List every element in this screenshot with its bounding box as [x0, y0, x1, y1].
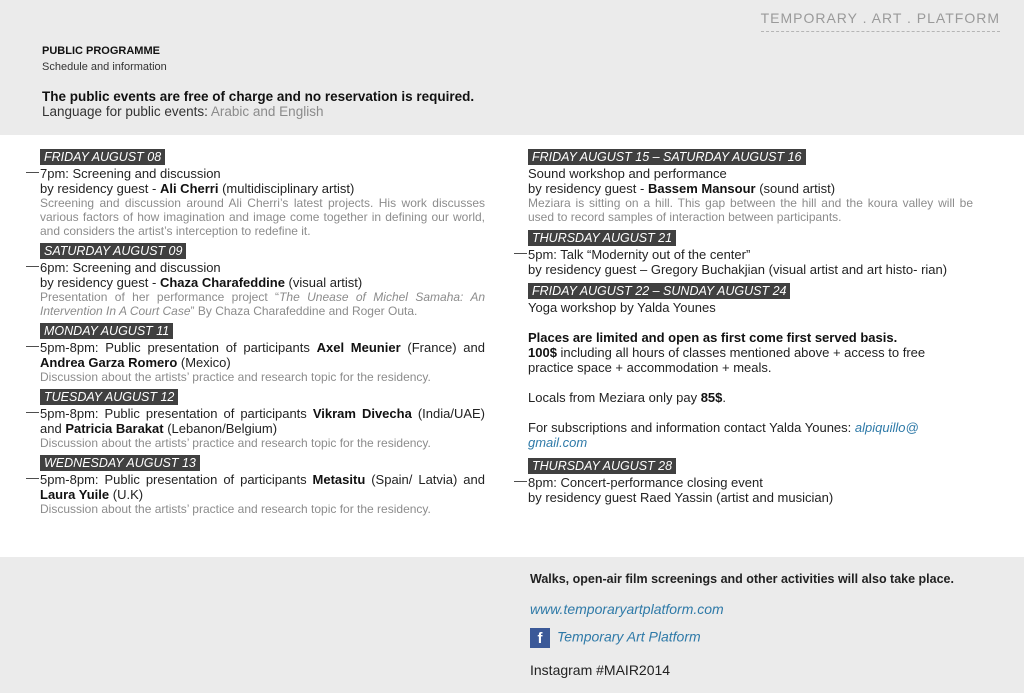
event-time: 6pm: Screening and discussion [40, 260, 221, 275]
event-description: Screening and discussion around Ali Cherri’s latest projects. His work discusses various factors of how imagination and image come together in defining our world, and considers the artist’s interception to redefine it. [40, 196, 485, 238]
event-date: FRIDAY AUGUST 22 – SUNDAY AUGUST 24 [528, 283, 790, 299]
event-aug-09 [26, 242, 485, 318]
event-guest: by residency guest - Bassem Mansour (sound artist) [528, 181, 836, 196]
free-notice: The public events are free of charge and no reservation is required. [42, 89, 475, 104]
dash-marker: — [514, 473, 527, 488]
facebook-icon: f [530, 628, 550, 648]
event-aug-08 [26, 148, 485, 238]
dash-marker: — [26, 470, 39, 485]
language-line: Language for public events: Arabic and English [42, 104, 324, 119]
event-time: 5pm: Talk “Modernity out of the center” [528, 247, 751, 262]
website-link[interactable]: www.temporaryartplatform.com [530, 601, 724, 617]
event-time: 8pm: Concert-performance closing event [528, 475, 763, 490]
event-date: FRIDAY AUGUST 08 [40, 149, 165, 165]
contact-info: For subscriptions and information contact Yalda Younes: alpiquillo@ gmail.com [528, 420, 919, 450]
event-participants: 5pm-8pm: Public presentation of participants Metasitu (Spain/ Latvia) and Laura Yuile (U.K) [40, 472, 486, 502]
instagram-hashtag[interactable]: #MAIR2014 [596, 662, 671, 678]
event-participants: 5pm-8pm: Public presentation of participants Axel Meunier (France) and Andrea Garza Romero (Mexico) [40, 340, 485, 370]
instagram-line: Instagram #MAIR2014 [530, 662, 671, 678]
event-aug-21 [514, 229, 973, 277]
dash-marker: — [26, 338, 39, 353]
schedule-left-column [26, 148, 486, 520]
event-title: Yoga workshop by Yalda Younes [528, 300, 716, 315]
dash-marker: — [514, 245, 527, 260]
event-aug-15-16 [528, 148, 973, 224]
event-guest: by residency guest – Gregory Buchakjian (visual artist and art histo- rian) [528, 262, 948, 277]
event-date: MONDAY AUGUST 11 [40, 323, 173, 339]
event-description: Discussion about the artists’ practice and research topic for the residency. [40, 370, 431, 384]
activities-notice: Walks, open-air film screenings and other activities will also take place. [530, 572, 954, 586]
event-description: Presentation of her performance project “The Unease of Michel Samaha: An Intervention In A Court Case” By Chaza Charafeddine and Roger Outa. [40, 290, 485, 318]
event-date: WEDNESDAY AUGUST 13 [40, 455, 200, 471]
event-title: Sound workshop and performance [528, 166, 727, 181]
locals-price: Locals from Meziara only pay 85$. [528, 390, 727, 405]
event-aug-13 [26, 454, 486, 516]
dash-marker: — [26, 404, 39, 419]
event-date: TUESDAY AUGUST 12 [40, 389, 178, 405]
contact-email-link[interactable]: alpiquillo@ gmail.com [528, 420, 919, 450]
facebook-link[interactable]: f Temporary Art Platform [530, 628, 701, 648]
brand-logo-text: TEMPORARY . ART . PLATFORM [761, 10, 1000, 32]
schedule-right-column [514, 148, 973, 510]
language-value: Arabic and English [210, 104, 324, 119]
programme-title: PUBLIC PROGRAMME [42, 45, 160, 57]
event-date: THURSDAY AUGUST 21 [528, 230, 676, 246]
dash-marker: — [26, 258, 39, 273]
language-label: Language for public events [42, 104, 205, 119]
event-aug-28 [514, 457, 973, 505]
event-aug-12 [26, 388, 486, 450]
event-guest: by residency guest Raed Yassin (artist and musician) [528, 490, 834, 505]
event-description: Meziara is sitting on a hill. This gap between the hill and the koura valley will be used to record samples of interaction between participants. [528, 196, 973, 224]
event-time: 7pm: Screening and discussion [40, 166, 221, 181]
event-participants: 5pm-8pm: Public presentation of participants Vikram Divecha (India/UAE) and Patricia Barakat (Lebanon/Belgium) [40, 406, 486, 436]
event-aug-11 [26, 322, 485, 384]
places-notice: Places are limited and open as first come first served basis. [528, 330, 898, 345]
event-date: FRIDAY AUGUST 15 – SATURDAY AUGUST 16 [528, 149, 806, 165]
event-description: Discussion about the artists’ practice and research topic for the residency. [40, 502, 431, 516]
event-date: THURSDAY AUGUST 28 [528, 458, 676, 474]
event-description: Discussion about the artists’ practice and research topic for the residency. [40, 436, 431, 450]
programme-subtitle: Schedule and information [42, 61, 167, 73]
event-guest: by residency guest - Chaza Charafeddine (visual artist) [40, 275, 363, 290]
event-aug-22-24 [528, 282, 973, 450]
price-info: 100$ including all hours of classes mentioned above + access to free practice space + accommodation + meals. [528, 345, 926, 375]
event-date: SATURDAY AUGUST 09 [40, 243, 186, 259]
event-guest: by residency guest - Ali Cherri (multidisciplinary artist) [40, 181, 355, 196]
dash-marker: — [26, 164, 39, 179]
